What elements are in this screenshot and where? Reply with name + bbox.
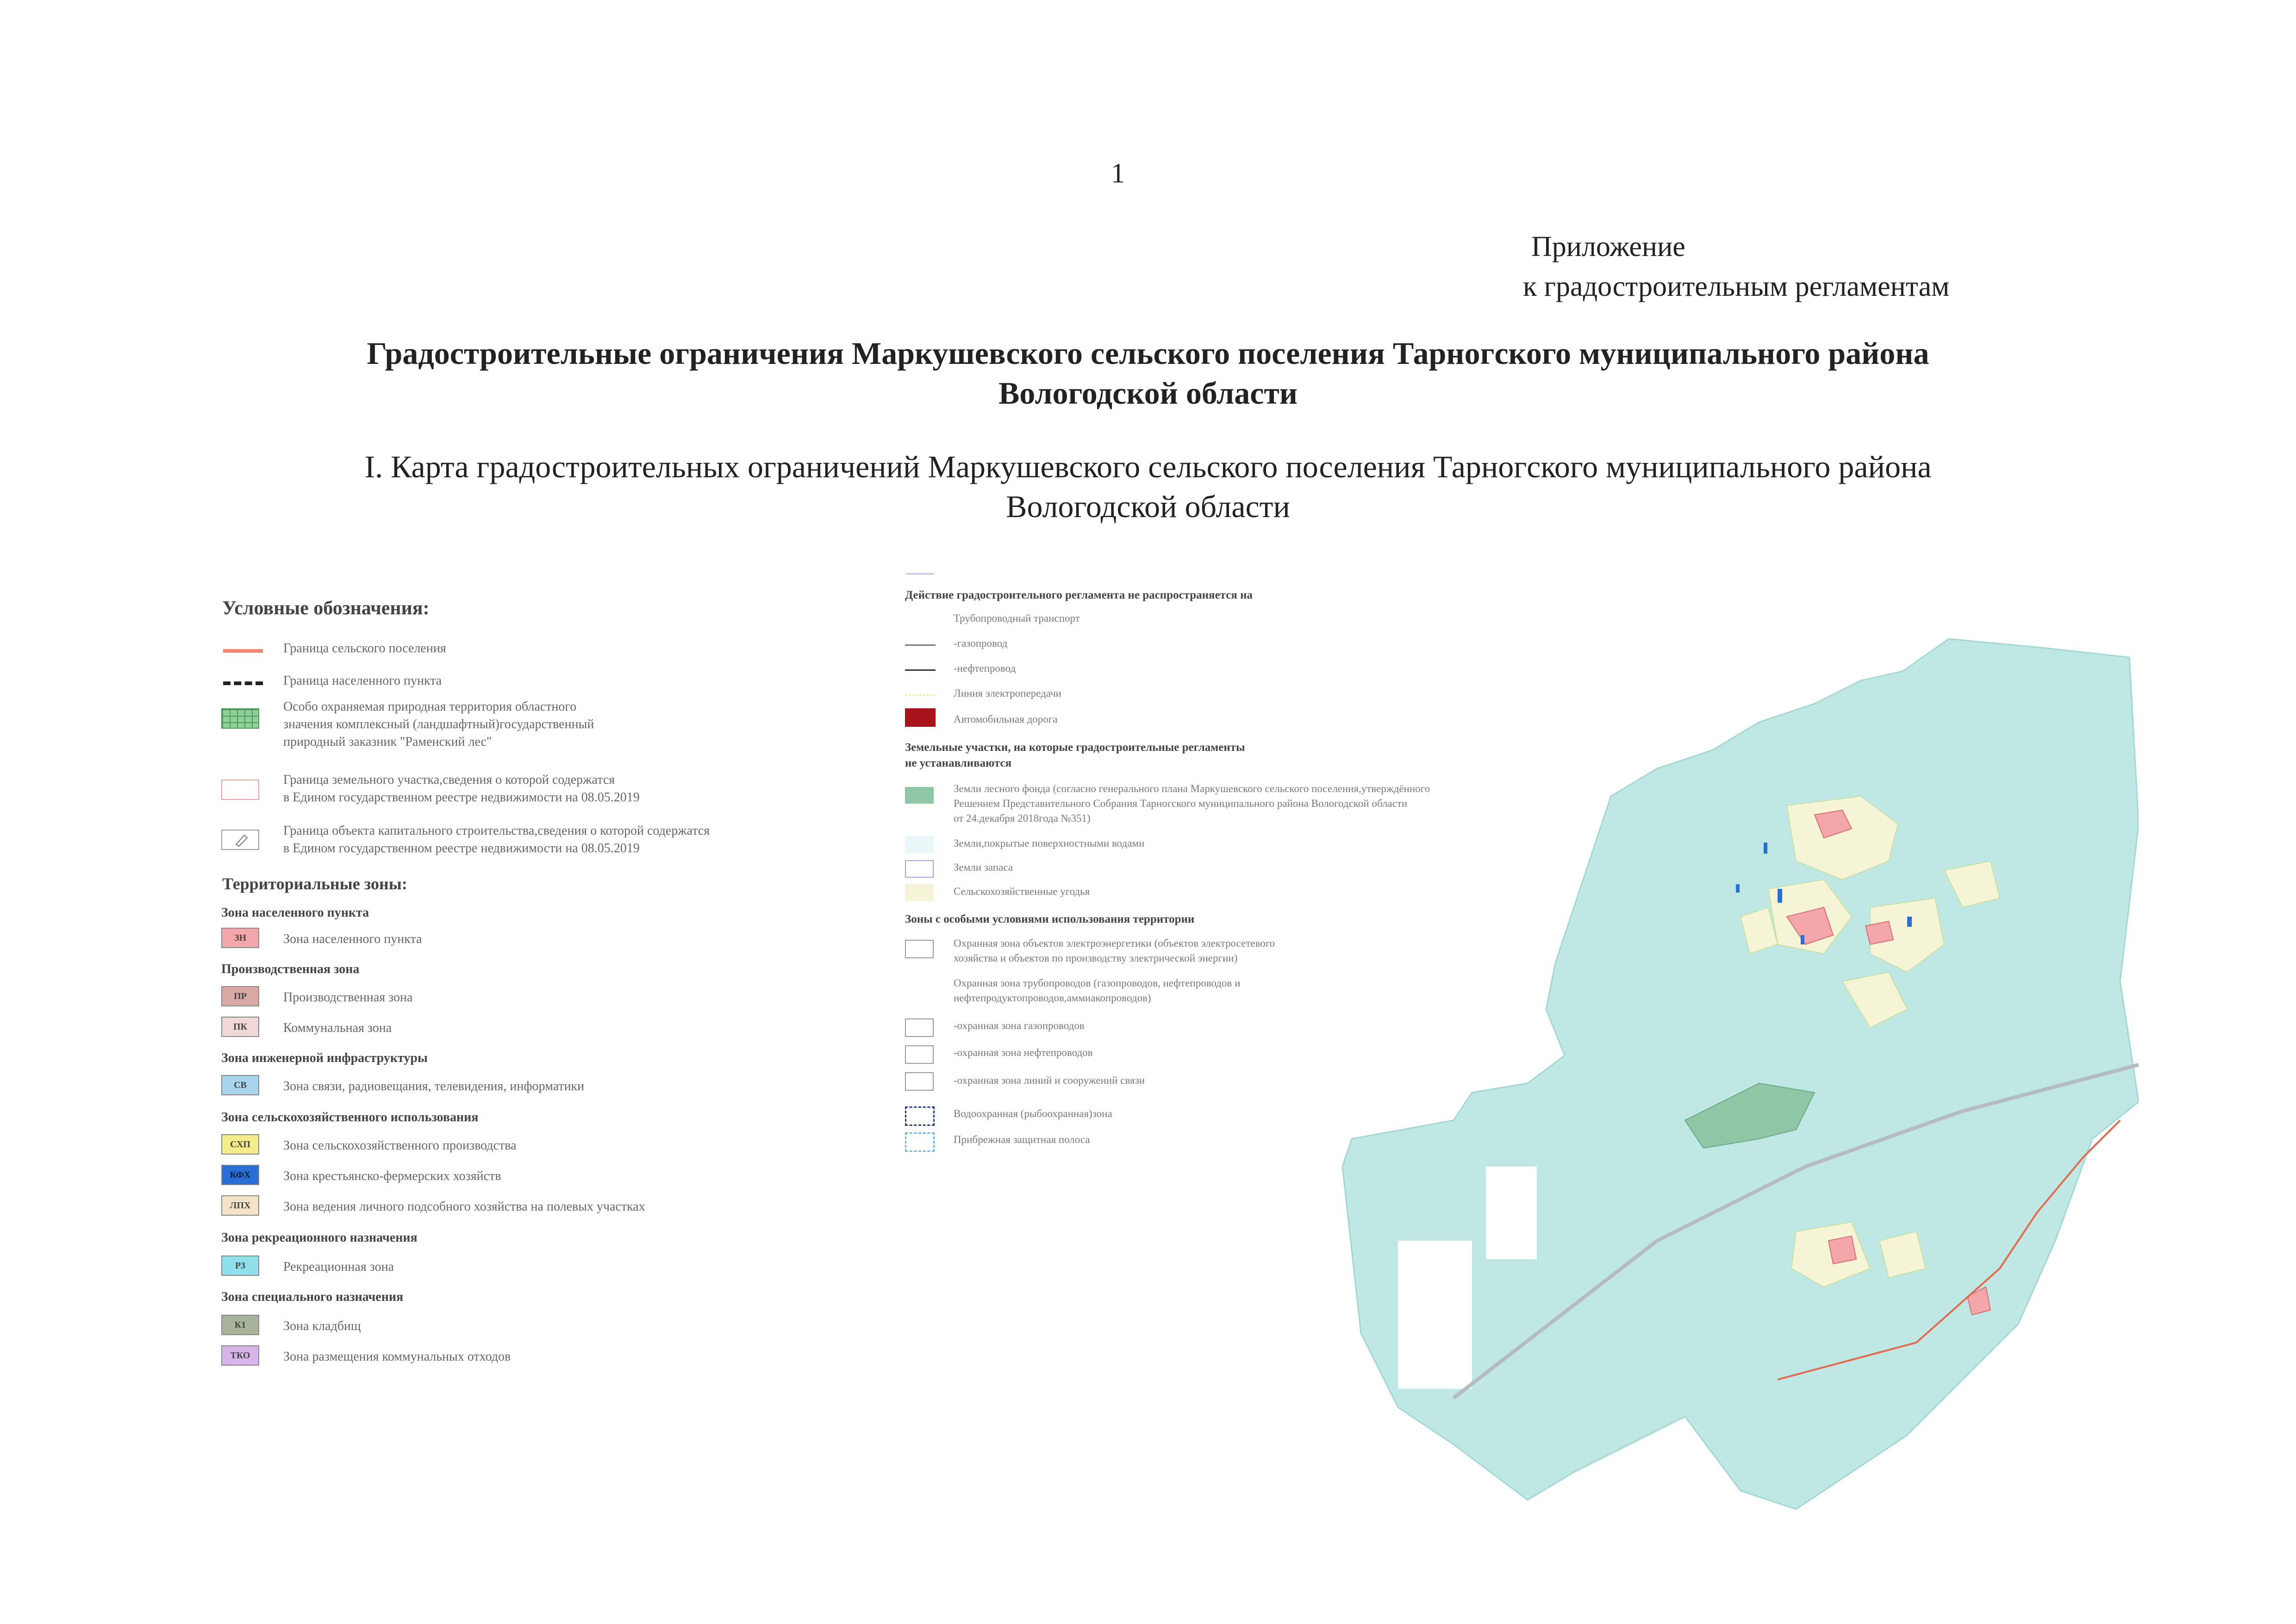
right-heading-2 bbox=[905, 740, 1245, 771]
zone-group-special: Зона специального назначения bbox=[221, 1290, 404, 1304]
page-number: 1 bbox=[1111, 158, 1125, 188]
zone-label-zn: Зона населенного пункта bbox=[283, 932, 422, 946]
legend-gas-zone: -охранная зона газопроводов bbox=[954, 1020, 1085, 1031]
forest-line-1: Земли лесного фонда (согласно генерального плана Маркушевского сельского поселения,утверждённого bbox=[954, 783, 1430, 794]
zone-group-industrial: Производственная зона bbox=[221, 962, 360, 976]
settlement-boundary-symbol bbox=[223, 649, 263, 653]
legend-gas-pipeline: -газопровод bbox=[954, 637, 1008, 649]
top-line-symbol bbox=[906, 573, 934, 575]
road-symbol bbox=[905, 708, 936, 727]
title-line-2: Вологодской области bbox=[998, 375, 1298, 411]
land-plot-line-1: Граница земельного участка,сведения о которой содержатся bbox=[283, 773, 615, 787]
legend-water-lands: Земли,покрытые поверхностными водами bbox=[954, 837, 1145, 849]
zone-group-settlement: Зона населенного пункта bbox=[221, 906, 369, 920]
electric-zone-symbol bbox=[905, 940, 934, 958]
zone-label-tko: Зона размещения коммунальных отходов bbox=[283, 1349, 511, 1364]
forest-fund-symbol bbox=[905, 787, 934, 804]
legend-item-locality-boundary: Граница населенного пункта bbox=[283, 674, 442, 688]
right-heading-1: Действие градостроительного регламента не распространяется на bbox=[905, 589, 1253, 601]
zone-swatch-pr: ПР bbox=[221, 986, 259, 1006]
right-heading-2-line-2: не устанавливаются bbox=[905, 757, 1012, 769]
subtitle-line-1: I. Карта градостроительных ограничений Маркушевского сельского поселения Тарногского муниципального района bbox=[364, 449, 1932, 484]
legend-shore-strip: Прибрежная защитная полоса bbox=[954, 1134, 1090, 1145]
pencil-icon bbox=[222, 831, 258, 849]
building-line-2: в Едином государственном реестре недвижимости на 08.05.2019 bbox=[283, 841, 640, 856]
appendix-line-1: Приложение bbox=[1531, 231, 1685, 262]
zones-heading: Территориальные зоны: bbox=[222, 874, 407, 893]
zone-swatch-sv: СВ bbox=[221, 1075, 259, 1095]
legend-item-land-plot bbox=[283, 771, 640, 806]
legend-pipeline-zone bbox=[954, 976, 1240, 1006]
legend-oil-pipeline: -нефтепровод bbox=[954, 662, 1016, 674]
protected-area-symbol bbox=[221, 708, 259, 729]
subtitle-line-2: Вологодской области bbox=[1006, 489, 1290, 524]
forest-line-2: Решением Представительного Собрания Тарногского муниципального района Вологодской области bbox=[954, 798, 1408, 809]
building-line-1: Граница объекта капитального строительства,сведения о которой содержатся bbox=[283, 824, 710, 838]
legend-item-settlement-boundary: Граница сельского поселения bbox=[283, 641, 446, 656]
zone-label-kfh: Зона крестьянско-фермерских хозяйств bbox=[283, 1169, 501, 1183]
legend-oil-zone: -охранная зона нефтепроводов bbox=[954, 1047, 1093, 1058]
right-heading-3: Зоны с особыми условиями использования территории bbox=[905, 913, 1195, 925]
pipeline-line-1: Охранная зона трубопроводов (газопроводов, нефтепроводов и bbox=[954, 977, 1241, 989]
appendix-note bbox=[1523, 227, 1949, 306]
zone-swatch-kfh: КФХ bbox=[221, 1165, 259, 1185]
settlement-map[interactable] bbox=[1333, 630, 2139, 1528]
locality-boundary-symbol bbox=[223, 681, 263, 685]
appendix-line-2: к градостроительным регламентам bbox=[1523, 271, 1950, 302]
forest-line-3: от 24.декабря 2018года №351) bbox=[954, 812, 1091, 824]
zone-label-pr: Производственная зона bbox=[283, 990, 413, 1005]
pipeline-line-2: нефтепродуктопроводов,аммиакопроводов) bbox=[954, 992, 1151, 1004]
legend-road: Автомобильная дорога bbox=[954, 713, 1058, 725]
zone-swatch-shp: СХП bbox=[221, 1134, 259, 1155]
protected-area-line-1: Особо охраняемая природная территория областного bbox=[283, 700, 577, 714]
building-boundary-symbol bbox=[221, 830, 259, 850]
legend-water-protection-zone: Водоохранная (рыбоохранная)зона bbox=[954, 1108, 1112, 1119]
zone-swatch-pk: ПК bbox=[221, 1017, 259, 1037]
oil-zone-symbol bbox=[905, 1045, 934, 1064]
zone-swatch-zn: ЗН bbox=[221, 928, 259, 948]
gas-pipeline-symbol bbox=[905, 644, 936, 646]
territory-outline bbox=[1342, 639, 2139, 1509]
legend-pipeline-transport: Трубопроводный транспорт bbox=[954, 612, 1080, 624]
zone-group-infrastructure: Зона инженерной инфраструктуры bbox=[221, 1051, 428, 1065]
zone-swatch-lph: ЛПХ bbox=[221, 1195, 259, 1216]
land-plot-boundary-symbol bbox=[221, 780, 259, 800]
zone-swatch-k1: К1 bbox=[221, 1315, 259, 1335]
oil-pipeline-symbol bbox=[905, 669, 936, 671]
zone-label-sv: Зона связи, радиовещания, телевидения, информатики bbox=[283, 1079, 585, 1093]
right-heading-2-line-1: Земельные участки, на которые градостроительные регламенты bbox=[905, 741, 1245, 754]
zone-label-lph: Зона ведения личного подсобного хозяйства на полевых участках bbox=[283, 1199, 645, 1214]
legend-item-protected-area bbox=[283, 698, 594, 751]
document-title bbox=[0, 333, 2296, 413]
legend-comm-zone: -охранная зона линий и сооружений связи bbox=[954, 1074, 1145, 1086]
title-line-1: Градостроительные ограничения Маркушевского сельского поселения Тарногского муниципального района bbox=[367, 336, 1929, 371]
agri-lands-symbol bbox=[905, 884, 934, 901]
gas-zone-symbol bbox=[905, 1018, 934, 1037]
electric-line-2: хозяйства и объектов по производству электрической энергии) bbox=[954, 952, 1238, 964]
comm-zone-symbol bbox=[905, 1072, 934, 1091]
protected-area-line-3: природный заказник "Раменский лес" bbox=[283, 735, 492, 749]
legend-item-building bbox=[283, 822, 710, 857]
protected-area-line-2: значения комплексный (ландшафтный)государственный bbox=[283, 717, 594, 731]
shore-strip-symbol bbox=[905, 1132, 935, 1152]
zone-group-agriculture: Зона сельскохозяйственного использования bbox=[221, 1110, 479, 1124]
land-plot-line-2: в Едином государственном реестре недвижимости на 08.05.2019 bbox=[283, 790, 640, 805]
zone-label-shp: Зона сельскохозяйственного производства bbox=[283, 1138, 517, 1153]
water-protection-zone-symbol bbox=[905, 1106, 935, 1126]
zone-swatch-tko: ТКО bbox=[221, 1345, 259, 1366]
zone-label-k1: Зона кладбищ bbox=[283, 1319, 361, 1333]
electric-line-1: Охранная зона объектов электроэнергетики (объектов электросетевого bbox=[954, 937, 1275, 949]
map-subtitle bbox=[0, 447, 2296, 526]
zone-label-pk: Коммунальная зона bbox=[283, 1021, 392, 1035]
legend-heading: Условные обозначения: bbox=[222, 598, 430, 619]
legend-reserve-lands: Земли запаса bbox=[954, 862, 1013, 873]
zone-group-recreation: Зона рекреационного назначения bbox=[221, 1230, 418, 1245]
reserve-lands-symbol bbox=[905, 860, 934, 878]
zone-swatch-r3: Р3 bbox=[221, 1255, 259, 1276]
zone-label-r3: Рекреационная зона bbox=[283, 1260, 394, 1274]
legend-electric-zone bbox=[954, 936, 1275, 966]
power-line-symbol bbox=[905, 694, 936, 696]
legend-power-line: Линия электропередачи bbox=[954, 687, 1061, 699]
legend-agri-lands: Сельскохозяйственные угодья bbox=[954, 886, 1090, 897]
water-lands-symbol bbox=[905, 836, 934, 853]
